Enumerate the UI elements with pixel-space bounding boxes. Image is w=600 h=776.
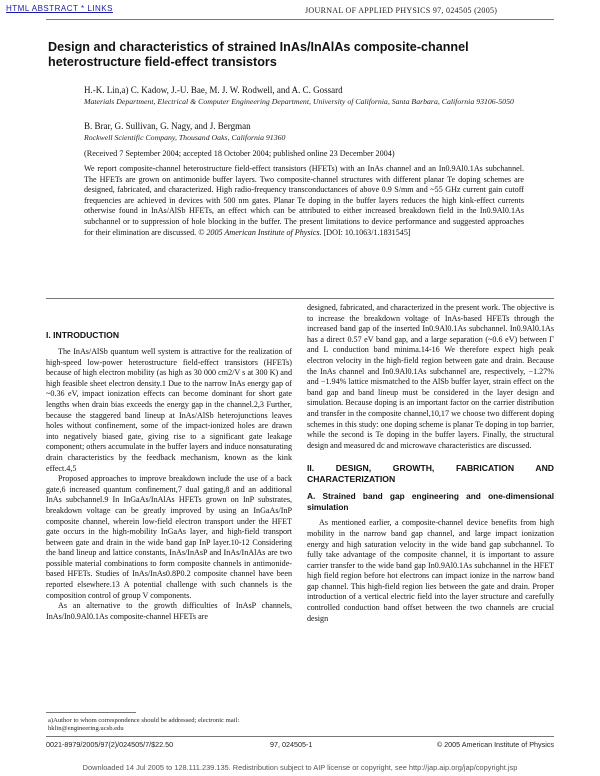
journal-header: JOURNAL OF APPLIED PHYSICS 97, 024505 (2005) bbox=[305, 6, 498, 15]
abstract-text: We report composite-channel heterostructure field-effect transistors (HFETs) with an InAs channel and an In0.9Al0.1As subchannel. The HFETs are grown on antimonide buffer layers. Two composite-channel structures with different planar Te doping schemes are designed, fabricated, and characterized. High radio-frequency transconductances of above 0.9 S/mm and ~55 GHz current gain cutoff frequencies are achieved in devices with 500 nm gates. Planar Te doping in the buffer layers reduces the high kink-effect currents otherwise found in InAs/AlSb HFETs, an effect which can be attributed to either increased breakdown field in the In0.9Al0.1As subchannel or to suppression of hole blocking in the buffer. The present limitations to device performance and suggested approaches for their elimination are discussed. bbox=[84, 164, 524, 237]
header-rule bbox=[46, 19, 554, 20]
abstract-copyright: © 2005 American Institute of Physics. bbox=[198, 227, 322, 237]
download-note: Downloaded 14 Jul 2005 to 128.111.239.135. Redistribution subject to AIP license or copyright, see http://jap.aip.org/jap/copyright.jsp bbox=[82, 763, 518, 772]
abstract bbox=[84, 164, 524, 238]
paper-title: Design and characteristics of strained InAs/InAlAs composite-channel heterostructure field-effect transistors bbox=[48, 40, 469, 69]
footer-copyright: © 2005 American Institute of Physics bbox=[436, 740, 554, 749]
received-dates: (Received 7 September 2004; accepted 18 October 2004; published online 23 December 2004) bbox=[84, 149, 395, 158]
doi: [DOI: 10.1063/1.1831545] bbox=[323, 227, 411, 237]
authors-group-2: B. Brar, G. Sullivan, G. Nagy, and J. Bergman bbox=[84, 121, 251, 131]
footer-page: 97, 024505-1 bbox=[270, 740, 313, 749]
intro-paragraph-2: Proposed approaches to improve breakdown include the use of a back gate,6 increased quantum confinement,7 dual gating,8 and an additional InAs subchannel.9 In InGaAs/InAlAs HFETs grown on InP substrates, breakdown voltage can be greatly improved by using an InGaAs/InP composite channel, wherein low-field electron transport under the HFET gate occurs in the high-mobility InGaAs layer, and high-field transport between gate and drain in the wide band gap InP layer.10-12 Considering the band lineup and lattice constants, InAs/InAsP and InAs/InAlAs are two possible material combinations to form composite channels in antimonide-based HFETs. Studies of InAs/InAs0.8P0.2 composite channel have been reported elsewhere.13 A potential challenge with such channels is the composition control of group V components. bbox=[46, 474, 292, 600]
section2a-paragraph-1: As mentioned earlier, a composite-channel device benefits from high mobility in the narrow band gap channel, and large impact ionization energy and high saturation velocity in the wide band gap subchannel. To fully take advantage of the composite channel, it is important to assure carrier transfer to the wide band gap In0.9Al0.1As subchannel in the HFET high field region before hot electrons can impact ionize in the narrow band gap channel. This high-field region lies between the gate and drain. Proper introduction of a vertical electric field into the layer structure and carefully controlled conduction band offset between the two channels are crucial design bbox=[307, 518, 554, 623]
abstract-divider bbox=[46, 298, 554, 299]
section-heading-introduction: I. INTRODUCTION bbox=[46, 330, 120, 340]
intro-paragraph-3: As an alternative to the growth difficulties of InAsP channels, InAs/In0.9Al0.1As composite-channel HFETs are bbox=[46, 601, 292, 621]
section-heading-design: II. DESIGN, GROWTH, FABRICATION AND CHARACTERIZATION bbox=[307, 463, 554, 485]
right-paragraph-1: designed, fabricated, and characterized in the present work. The objective is to increase the breakdown voltage of InAs-based HFETs through the increased band gap of the inserted In0.9Al0.1As subchannel. In0.9Al0.1As has a direct 0.57 eV band gap, and a large separation (~0.6 eV) between Γ and L conduction band minima.14-16 We therefore expect high peak electron velocity in the high-field region between gate and drain. Because the InAs channel and In0.9Al0.1As subchannel are, respectively, −1.27% and −1.94% lattice mismatched to the AlSb buffer layer, strain effect on the band gap and band lineup must be considered in the layer design and simulation. Because doping is an important factor on the carrier distribution and transfer in the composite channel,10,17 we choose two different doping schemes in this study: one doping scheme is planar Te doping in top barrier, while the second is Te doping in the buffer layers. Finally, the structural design and measured dc and microwave characteristics are discussed. bbox=[307, 303, 554, 450]
left-column bbox=[46, 330, 292, 760]
affiliation-2: Rockwell Scientific Company, Thousand Oaks, California 91360 bbox=[84, 133, 286, 142]
html-abstract-links[interactable]: HTML ABSTRACT * LINKS bbox=[6, 4, 113, 13]
footer-rule bbox=[46, 736, 554, 737]
footnote-rule bbox=[46, 712, 136, 713]
intro-paragraph-1: The InAs/AlSb quantum well system is attractive for the realization of high-speed low-power heterostructure field-effect transistors (HFETs) because of high electron mobility (as high as 30 000 cm2/V s at 300 K) and high feasible sheet electron density.1 Due to the narrow InAs energy gap of ~0.36 eV, impact ionization effects can become dominant for short gate lengths when drain bias exceeds the energy gap in the channel.2,3 Further, because the staggered band lineup at InAs/AlSb heterojunctions leaves holes without confinement, some of the impact-ionized holes are drawn into negatively biased gate, giving rise to a significant gate leakage component; others accumulate in the buffer layers and induce nonsaturating drain characteristics by the feedback mechanism, known as the kink effect.4,5 bbox=[46, 347, 292, 473]
footer-issn: 0021-8979/2005/97(2)/024505/7/$22.50 bbox=[46, 740, 174, 749]
authors-group-1: H.-K. Lin,a) C. Kadow, J.-U. Bae, M. J. W. Rodwell, and A. C. Gossard bbox=[84, 85, 343, 95]
right-column bbox=[307, 303, 554, 743]
subsection-heading-band-gap: A. Strained band gap engineering and one-dimensional simulation bbox=[307, 491, 554, 512]
affiliation-1: Materials Department, Electrical & Computer Engineering Department, University of California, Santa Barbara, California 93106-5050 bbox=[84, 97, 514, 106]
footnote: a)Author to whom correspondence should be addressed; electronic mail: hklin@engineering.ucsb.edu bbox=[48, 717, 240, 732]
